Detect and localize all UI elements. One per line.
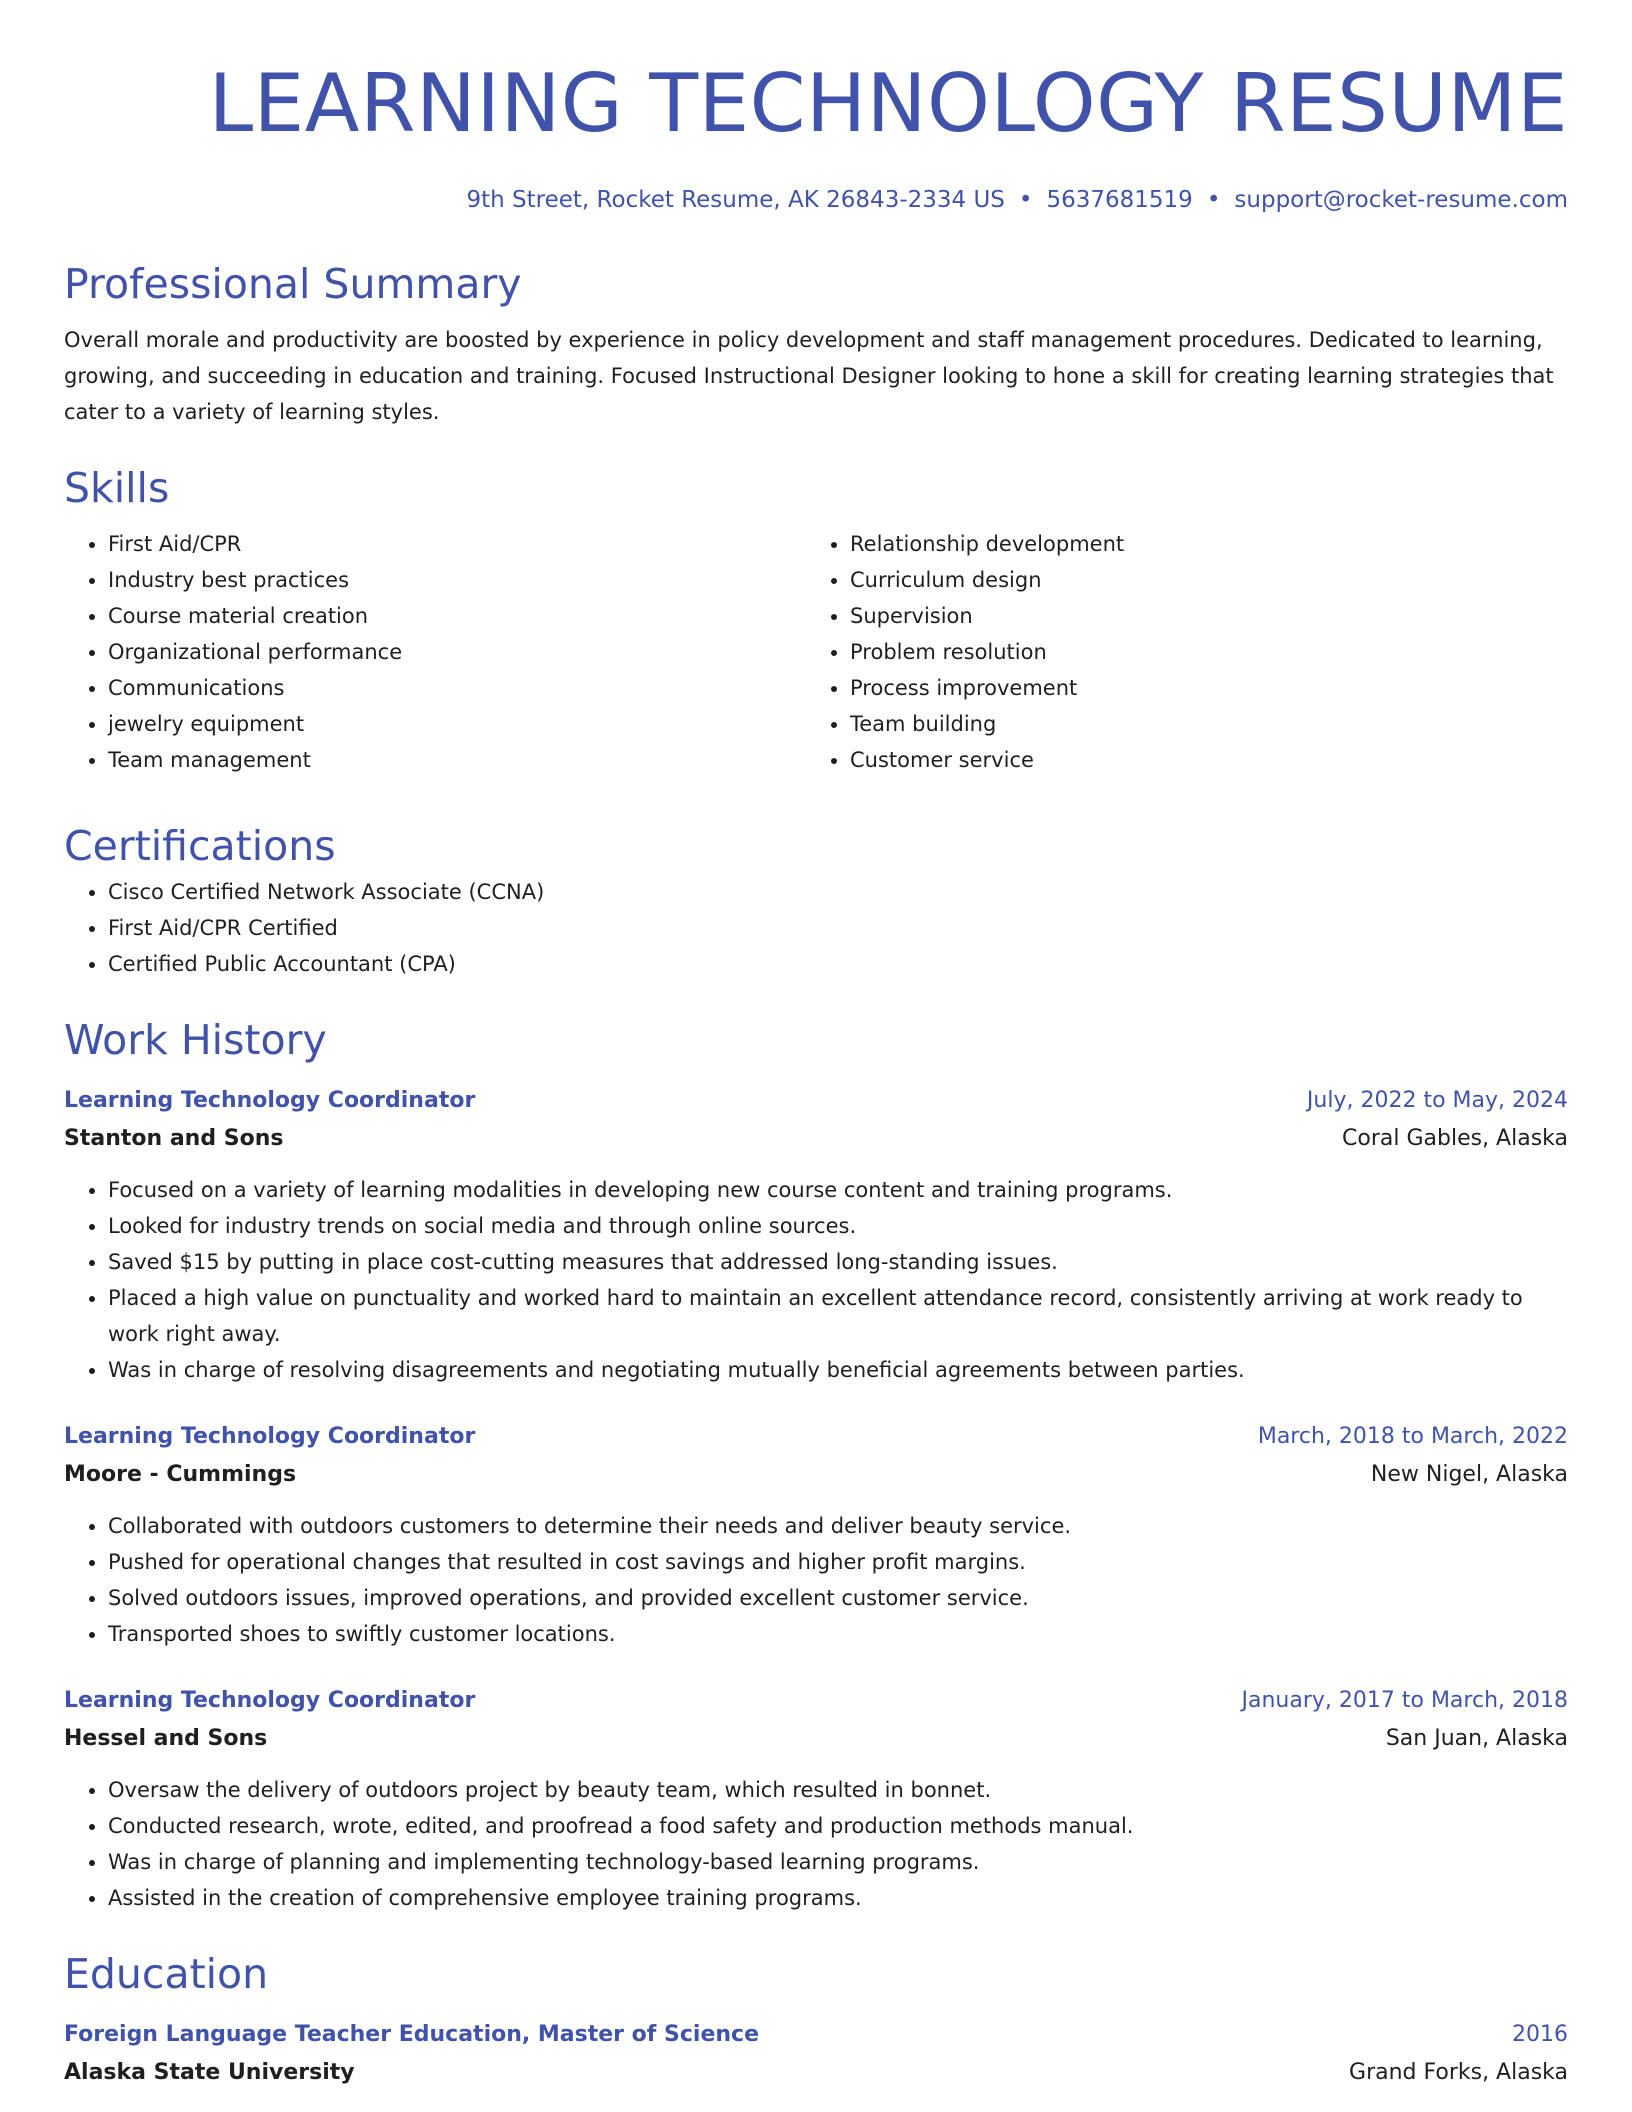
skill-item: • Team management bbox=[108, 742, 806, 778]
email-link[interactable]: support@rocket-resume.com bbox=[1234, 187, 1568, 213]
job-location: Coral Gables, Alaska bbox=[1342, 1126, 1568, 1151]
job-dates: July, 2022 to May, 2024 bbox=[1306, 1088, 1568, 1113]
job-title: Learning Technology Coordinator bbox=[64, 1424, 476, 1449]
certification-item: • Certified Public Accountant (CPA) bbox=[108, 946, 1568, 982]
job-bullet: • Was in charge of resolving disagreements and negotiating mutually beneficial agreements between parties. bbox=[108, 1352, 1568, 1388]
summary-text: Overall morale and productivity are boosted by experience in policy development and staff management procedures. Dedicated to learning, growing, and succeeding in education and training. Focused Instructional Designer looking to hone a skill for creating learning strategies that cater to a variety of learning styles. bbox=[64, 328, 1554, 424]
graduation-year: 2016 bbox=[1512, 2022, 1568, 2047]
job-bullet: • Oversaw the delivery of outdoors project by beauty team, which resulted in bonnet. bbox=[108, 1772, 1568, 1808]
school-location: Grand Forks, Alaska bbox=[1349, 2060, 1568, 2085]
job-bullet: • Conducted research, wrote, edited, and proofread a food safety and production methods manual. bbox=[108, 1808, 1568, 1844]
skill-item: • First Aid/CPR bbox=[108, 526, 806, 562]
skill-item: • jewelry equipment bbox=[108, 706, 806, 742]
skills-column-right bbox=[806, 526, 1548, 778]
skill-item: • Team building bbox=[850, 706, 1548, 742]
job-location: New Nigel, Alaska bbox=[1370, 1462, 1568, 1487]
address-text: 9th Street, Rocket Resume, AK 26843-2334 US bbox=[466, 187, 1005, 213]
job-bullet: • Pushed for operational changes that resulted in cost savings and higher profit margins. bbox=[108, 1544, 1568, 1580]
skill-item: • Relationship development bbox=[850, 526, 1548, 562]
job-bullet: • Solved outdoors issues, improved operations, and provided excellent customer service. bbox=[108, 1580, 1568, 1616]
skill-item: • Organizational performance bbox=[108, 634, 806, 670]
work-history-heading: Work History bbox=[64, 1016, 327, 1064]
skill-item: • Course material creation bbox=[108, 598, 806, 634]
skills-column-left bbox=[64, 526, 806, 778]
education-entry bbox=[64, 2016, 1568, 2092]
job-entry bbox=[64, 1682, 1568, 1916]
job-title: Learning Technology Coordinator bbox=[64, 1088, 476, 1113]
summary-heading: Professional Summary bbox=[64, 260, 522, 308]
skills-grid bbox=[64, 526, 1568, 778]
job-dates: January, 2017 to March, 2018 bbox=[1241, 1688, 1568, 1713]
company-name: Hessel and Sons bbox=[64, 1726, 268, 1751]
skill-item: • Communications bbox=[108, 670, 806, 706]
job-bullet: • Placed a high value on punctuality and worked hard to maintain an excellent attendance record, consistently arriving at work ready to work right away. bbox=[108, 1280, 1568, 1352]
certifications-list bbox=[64, 874, 1568, 982]
company-name: Moore - Cummings bbox=[64, 1462, 297, 1487]
job-entry bbox=[64, 1082, 1568, 1388]
job-bullet: • Looked for industry trends on social media and through online sources. bbox=[108, 1208, 1568, 1244]
job-bullet: • Assisted in the creation of comprehensive employee training programs. bbox=[108, 1880, 1568, 1916]
job-bullet: • Was in charge of planning and implementing technology-based learning programs. bbox=[108, 1844, 1568, 1880]
job-bullet: • Focused on a variety of learning modalities in developing new course content and training programs. bbox=[108, 1172, 1568, 1208]
school-name: Alaska State University bbox=[64, 2060, 355, 2085]
resume-name: LEARNING TECHNOLOGY RESUME bbox=[208, 57, 1568, 150]
certification-item: • Cisco Certified Network Associate (CCNA) bbox=[108, 874, 1568, 910]
skill-item: • Problem resolution bbox=[850, 634, 1548, 670]
certifications-heading: Certifications bbox=[64, 822, 336, 870]
contact-separator: • bbox=[1018, 187, 1033, 213]
phone-text: 5637681519 bbox=[1046, 187, 1193, 213]
job-bullet: • Collaborated with outdoors customers to determine their needs and deliver beauty service. bbox=[108, 1508, 1568, 1544]
job-title: Learning Technology Coordinator bbox=[64, 1688, 476, 1713]
skills-heading: Skills bbox=[64, 464, 170, 512]
education-heading: Education bbox=[64, 1950, 269, 1998]
contact-separator: • bbox=[1206, 187, 1221, 213]
skill-item: • Industry best practices bbox=[108, 562, 806, 598]
job-dates: March, 2018 to March, 2022 bbox=[1257, 1424, 1568, 1449]
certification-item: • First Aid/CPR Certified bbox=[108, 910, 1568, 946]
degree-title: Foreign Language Teacher Education, Master of Science bbox=[64, 2022, 759, 2047]
job-bullet: • Saved $15 by putting in place cost-cutting measures that addressed long-standing issues. bbox=[108, 1244, 1568, 1280]
job-bullet: • Transported shoes to swiftly customer locations. bbox=[108, 1616, 1568, 1652]
contact-line bbox=[64, 182, 1568, 218]
job-location: San Juan, Alaska bbox=[1385, 1726, 1568, 1751]
skill-item: • Supervision bbox=[850, 598, 1548, 634]
skill-item: • Curriculum design bbox=[850, 562, 1548, 598]
company-name: Stanton and Sons bbox=[64, 1126, 284, 1151]
skill-item: • Process improvement bbox=[850, 670, 1548, 706]
job-entry bbox=[64, 1418, 1568, 1652]
skill-item: • Customer service bbox=[850, 742, 1548, 778]
